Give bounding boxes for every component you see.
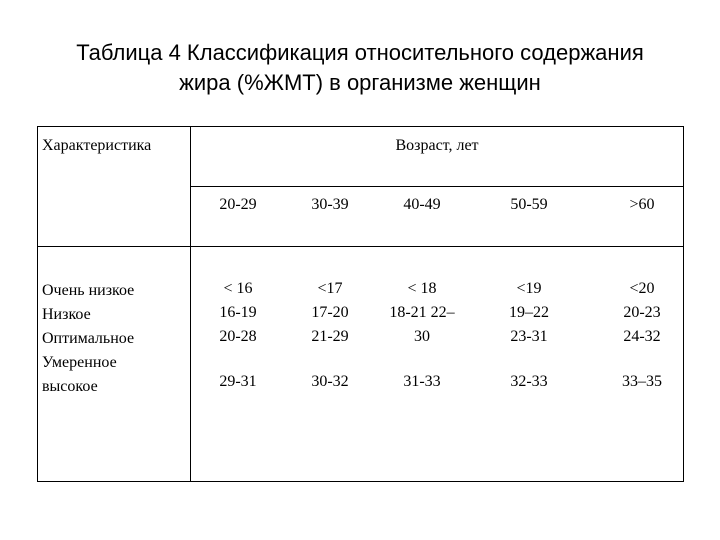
value: 20-23 (623, 304, 661, 321)
value: < 18 (407, 280, 437, 297)
category-label: высокое (42, 378, 98, 395)
column-divider (190, 127, 191, 481)
value: <19 (516, 280, 542, 297)
value: 17-20 (311, 304, 349, 321)
value: 19–22 (509, 304, 549, 321)
high-value: 31-33 (403, 373, 441, 390)
value: < 16 (223, 280, 253, 297)
category-label: Умеренное (42, 354, 117, 371)
value: <17 (317, 280, 343, 297)
high-value: 33–35 (622, 373, 662, 390)
age-group-header: 40-49 (403, 196, 441, 213)
high-value: 29-31 (219, 373, 257, 390)
age-header: Возраст, лет (395, 137, 479, 154)
values-cell-60-plus (602, 277, 682, 349)
category-list (42, 279, 134, 399)
body-divider (38, 246, 683, 247)
value: 16-19 (219, 304, 257, 321)
age-group-header: 20-29 (219, 196, 257, 213)
values-cell-50-59 (489, 277, 569, 349)
age-group-header: 30-39 (311, 196, 349, 213)
title-line-2: жира (%ЖМТ) в организме женщин (179, 70, 541, 95)
age-group-header: >60 (629, 196, 655, 213)
value: 21-29 (311, 328, 349, 345)
value: 23-31 (510, 328, 548, 345)
header-divider (190, 186, 683, 187)
high-value: 30-32 (311, 373, 349, 390)
value: 18-21 22– (389, 304, 455, 321)
values-cell-20-29 (198, 277, 278, 349)
high-value: 32-33 (510, 373, 548, 390)
title-line-1: Таблица 4 Классификация относительного содержания (76, 40, 644, 65)
category-label: Очень низкое (42, 282, 135, 299)
age-group-header: 50-59 (510, 196, 548, 213)
characteristic-header: Характеристика (42, 137, 152, 154)
value: 24-32 (623, 328, 661, 345)
category-label: Оптимальное (42, 330, 135, 347)
fat-classification-table (37, 126, 684, 482)
page-title (0, 38, 720, 98)
values-cell-30-39 (290, 277, 370, 349)
value: <20 (629, 280, 655, 297)
value: 30 (414, 328, 430, 345)
category-label: Низкое (42, 306, 91, 323)
value: 20-28 (219, 328, 257, 345)
values-cell-40-49 (377, 277, 467, 349)
